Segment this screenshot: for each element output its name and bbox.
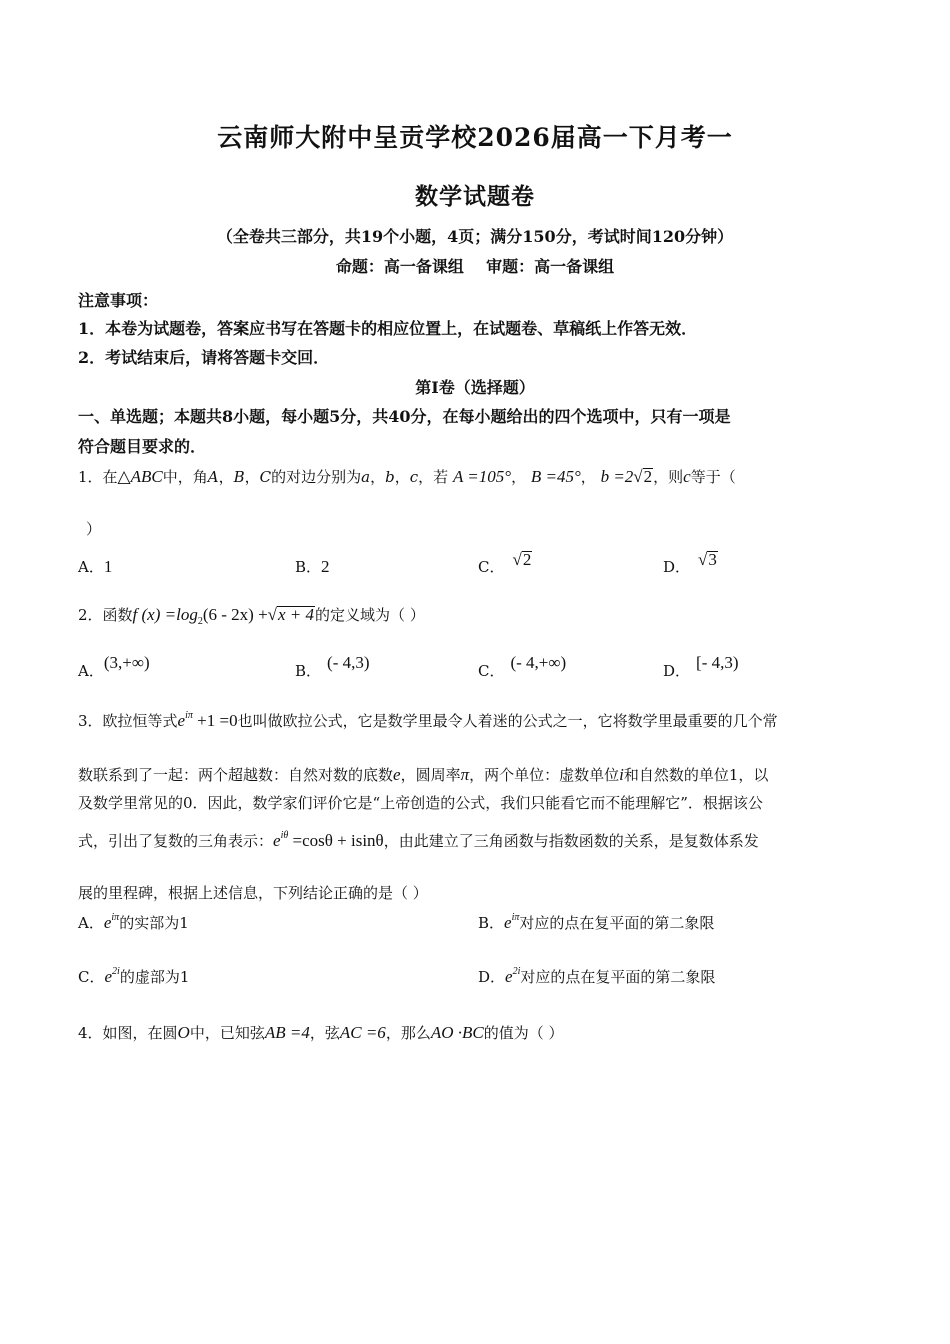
option-value: (- 4,3) — [327, 653, 370, 672]
option-label: B． — [295, 558, 322, 576]
q3-text: ，圆周率 — [400, 766, 461, 784]
q1-root-value: 2 — [643, 467, 653, 486]
q2-function-arg: (6 - 2x) + — [202, 605, 268, 624]
q1-condition-side: b =2 — [600, 467, 634, 486]
q1-var-a-upper: A — [207, 468, 219, 486]
q1-sep: ， — [394, 468, 410, 486]
section-title: 第I卷（选择题） — [415, 378, 535, 397]
q3-formula-exp: iπ — [185, 710, 193, 721]
notice-item-2: 2．考试结束后，请将答题卡交回． — [78, 348, 330, 367]
q4-prefix: 4．如图，在圆 — [78, 1024, 178, 1042]
option-text: 的实部为1 — [119, 914, 189, 932]
q1-sep: ， — [511, 468, 527, 486]
option-label: D． — [663, 662, 691, 680]
exam-authors: 命题：高一备课组 审题：高一备课组 — [335, 257, 615, 276]
q3-var-pi: π — [460, 765, 470, 784]
q2-option-c[interactable] — [478, 652, 567, 680]
q1-condition-b: B =45° — [530, 467, 581, 486]
q3-var-i: i — [619, 765, 624, 784]
q1-text: ，则 — [653, 468, 684, 486]
question-3-line-3: 及数学里常见的0．因此，数学家们评价它是“上帝创造的公式，我们只能看它而不能理解它”．根据该公 — [78, 794, 763, 812]
sqrt-icon: √ — [633, 467, 643, 486]
q1-option-d[interactable] — [663, 549, 718, 576]
option-value: 2 — [522, 550, 532, 569]
q3-var-e: e — [393, 765, 401, 784]
option-value: (3,+∞) — [103, 653, 150, 672]
q1-sep: ， — [370, 468, 386, 486]
q1-option-b[interactable] — [295, 556, 330, 577]
question-4 — [78, 1022, 878, 1043]
q3-tri-rest: =cosθ + isinθ — [288, 831, 384, 850]
q4-text: ，弦 — [309, 1024, 340, 1042]
q1-close-paren: ） — [86, 520, 102, 538]
option-label: A． — [78, 558, 104, 576]
exam-title: 云南师大附中呈贡学校2026届高一下月考一 — [217, 123, 733, 152]
option-value: [- 4,3) — [696, 653, 739, 672]
section-instruction-1: 一、单选题；本题共8小题，每小题5分，共40分，在每小题给出的四个选项中，只有一项是 — [78, 407, 731, 426]
q1-sep: ， — [244, 468, 260, 486]
q3-text: 式，引出了复数的三角表示： — [78, 832, 274, 850]
option-value: (- 4,+∞) — [510, 653, 567, 672]
question-3-line-4 — [78, 830, 878, 851]
q4-chord-ac: AC =6 — [339, 1023, 386, 1042]
q4-chord-ab: AB =4 — [264, 1023, 310, 1042]
option-label: C． — [478, 662, 505, 680]
option-value: 1 — [103, 557, 113, 576]
q3-text: ，由此建立了三角函数与指数函数的关系，是复数体系发 — [383, 832, 759, 850]
notice-heading: 注意事项： — [78, 291, 159, 310]
q2-root: x + 4 — [278, 605, 315, 624]
section-instruction-2: 符合题目要求的． — [78, 437, 207, 456]
q4-text: 中，已知弦 — [189, 1024, 265, 1042]
q3-tri-exp: iθ — [280, 830, 289, 841]
q3-option-a[interactable] — [78, 912, 189, 933]
q1-var-c: c — [409, 468, 419, 486]
q2-option-a[interactable] — [78, 652, 150, 680]
option-label: B． — [478, 914, 505, 932]
q1-text: 中，角 — [162, 468, 208, 486]
q1-option-c[interactable] — [478, 549, 532, 576]
question-3-line-1 — [78, 710, 878, 731]
option-label: A． — [78, 914, 104, 932]
q1-var-c-upper: C — [259, 468, 272, 486]
q1-var-b: b — [385, 468, 395, 486]
q2-option-b[interactable] — [295, 652, 370, 680]
q1-target-var: c — [683, 467, 691, 486]
option-base: e — [504, 913, 512, 932]
q4-text: ，那么 — [385, 1024, 431, 1042]
q3-option-c[interactable] — [78, 966, 189, 987]
q4-text: 的值为（ ） — [483, 1024, 564, 1042]
option-label: D． — [478, 968, 506, 986]
option-text: 对应的点在复平面的第二象限 — [520, 968, 716, 986]
q1-condition-a: A =105° — [452, 467, 512, 486]
q3-option-d[interactable] — [478, 966, 715, 987]
question-2 — [78, 604, 878, 627]
q1-triangle: △ABC — [117, 467, 163, 486]
q3-tri-base: e — [273, 831, 281, 850]
q1-sep: ， — [580, 468, 596, 486]
exam-info: （全卷共三部分，共19个小题，4页；满分150分，考试时间120分钟） — [216, 227, 734, 246]
option-exp: iπ — [111, 912, 120, 923]
option-value: 2 — [321, 557, 330, 576]
exam-subtitle: 数学试题卷 — [415, 183, 535, 210]
q1-option-a[interactable] — [78, 556, 112, 577]
q3-line-1-text: 也叫做欧拉公式，它是数学里最令人着迷的公式之一，它将数学里最重要的几个常 — [237, 712, 778, 730]
q2-option-d[interactable] — [663, 652, 739, 680]
q3-prefix: 3．欧拉恒等式 — [78, 712, 178, 730]
option-base: e — [104, 967, 113, 986]
option-label: D． — [663, 558, 691, 576]
sqrt-icon: √ — [512, 550, 522, 569]
question-1 — [78, 466, 878, 487]
option-text: 对应的点在复平面的第二象限 — [519, 914, 715, 932]
option-base: e — [505, 967, 513, 986]
q1-text: 的对边分别为 — [271, 468, 362, 486]
q2-prefix: 2．函数 — [78, 606, 133, 624]
option-label: C． — [78, 968, 105, 986]
q3-text: ，两个单位：虚数单位 — [469, 766, 620, 784]
q1-sep: ， — [218, 468, 234, 486]
q2-function: f (x) =log — [132, 605, 198, 624]
option-label: B． — [295, 662, 322, 680]
option-base: e — [103, 913, 112, 932]
q3-text: 数联系到了一起：两个超越数：自然对数的底数 — [78, 766, 394, 784]
q1-var-a: a — [361, 468, 371, 486]
q3-formula-base: e — [177, 711, 186, 730]
option-exp: 2i — [512, 966, 521, 977]
option-text: 的虚部为1 — [119, 968, 190, 986]
q1-text: ，若 — [418, 468, 449, 486]
q4-var-o: O — [177, 1023, 190, 1042]
question-3-line-5: 展的里程碑，根据上述信息，下列结论正确的是（ ） — [78, 884, 428, 902]
option-value: 3 — [708, 550, 717, 569]
option-exp: 2i — [112, 966, 120, 977]
option-label: A． — [78, 662, 104, 680]
q1-text: 等于（ — [690, 468, 736, 486]
option-label: C． — [478, 558, 505, 576]
q3-formula-rest: +1 =0 — [192, 711, 238, 730]
q3-option-b[interactable] — [478, 912, 714, 933]
option-exp: iπ — [511, 912, 520, 923]
sqrt-icon: √ — [267, 605, 278, 624]
q1-var-b-upper: B — [233, 468, 245, 486]
q4-dot-product: AO ·BC — [430, 1023, 484, 1042]
q2-suffix: 的定义域为（ ） — [315, 606, 425, 624]
q2-log-base: 2 — [197, 616, 203, 627]
q1-prefix: 1．在 — [78, 468, 118, 486]
notice-item-1: 1．本卷为试题卷，答案应书写在答题卡的相应位置上，在试题卷、草稿纸上作答无效． — [78, 319, 698, 338]
question-3-line-2 — [78, 764, 878, 785]
sqrt-icon: √ — [698, 550, 708, 569]
q3-text: 和自然数的单位1，以 — [623, 766, 769, 784]
